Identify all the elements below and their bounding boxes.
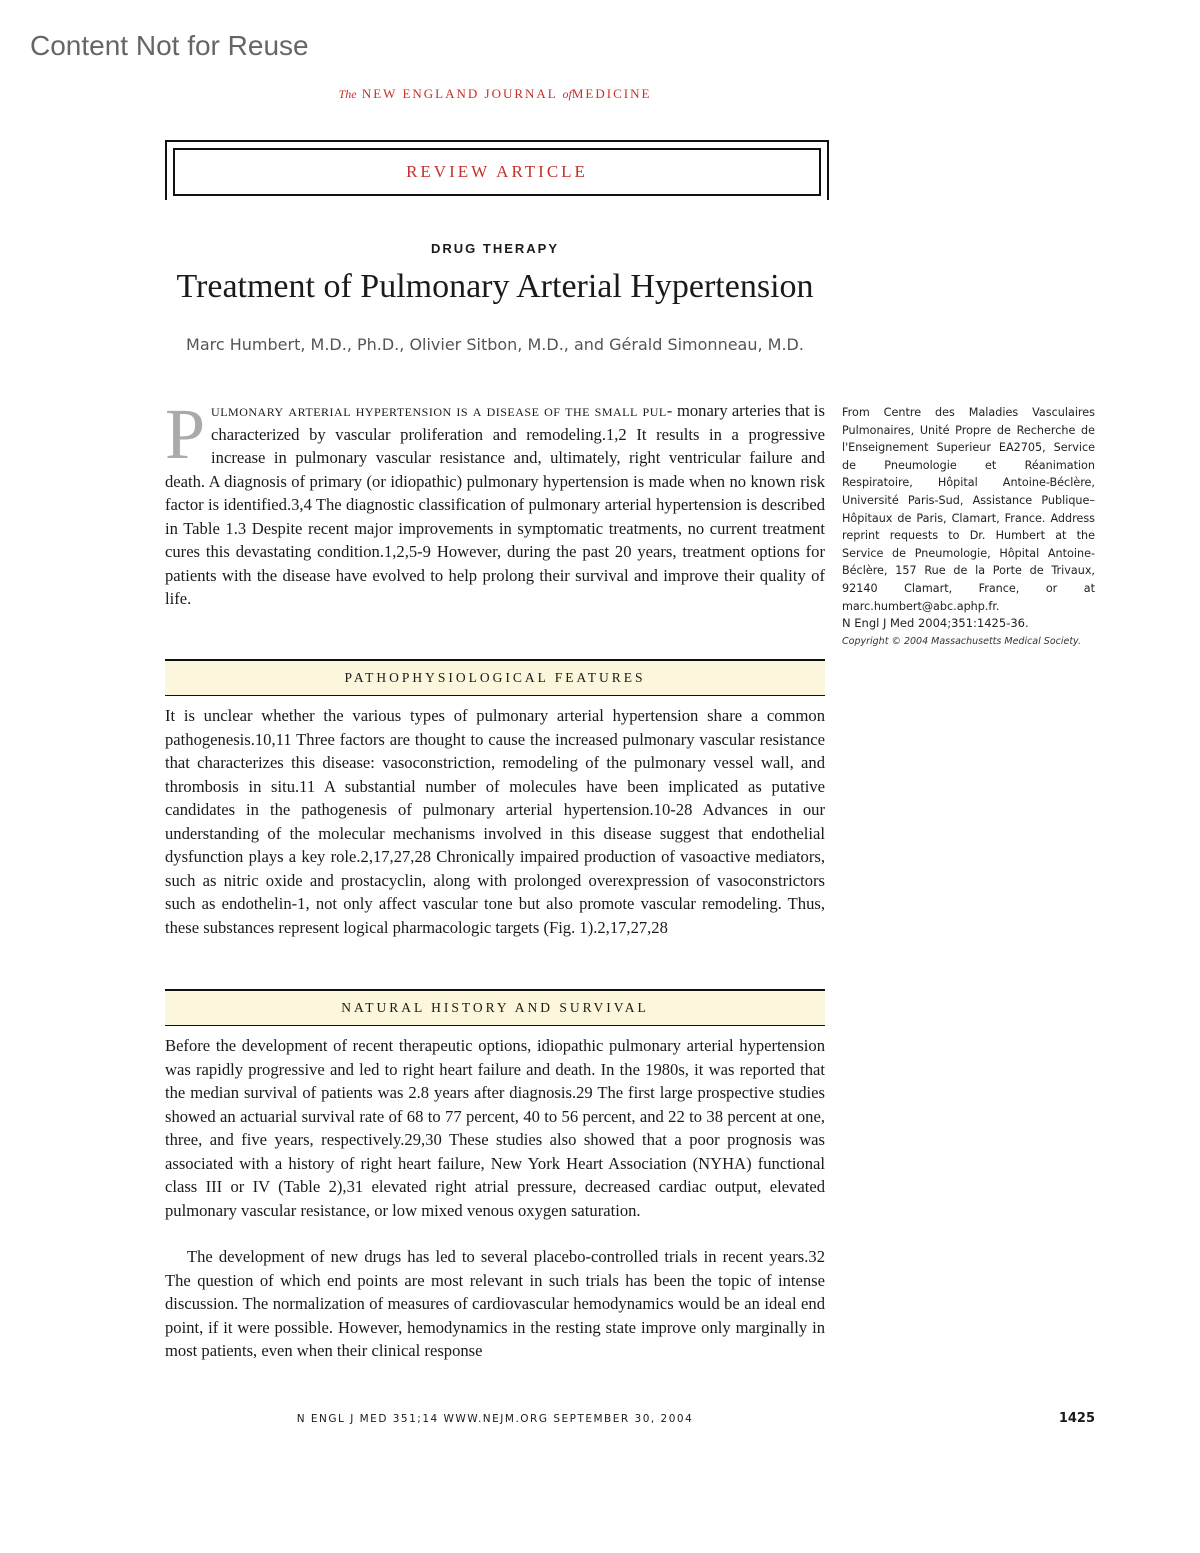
citation: N Engl J Med 2004;351:1425-36. bbox=[842, 616, 1029, 630]
section-heading-label: NATURAL HISTORY AND SURVIVAL bbox=[341, 1000, 649, 1015]
review-article-label: REVIEW ARTICLE bbox=[406, 162, 588, 181]
article-title: Treatment of Pulmonary Arterial Hypertension bbox=[176, 268, 814, 305]
page-footer: N ENGL J MED 351;14 WWW.NEJM.ORG SEPTEMBER 30, 2004 bbox=[296, 1413, 694, 1425]
section-heading-pathophysiology bbox=[165, 659, 825, 696]
journal-the: The bbox=[338, 87, 357, 101]
journal-name: NEW ENGLAND JOURNAL bbox=[361, 86, 558, 101]
section-label: DRUG THERAPY bbox=[430, 241, 559, 256]
section-heading-natural-history bbox=[165, 989, 825, 1026]
author-list: Marc Humbert, M.D., Ph.D., Olivier Sitbon, M.D., and Gérald Simonneau, M.D. bbox=[186, 335, 804, 354]
review-article-banner bbox=[165, 140, 829, 200]
natural-history-paragraph-1: Before the development of recent therapeutic options, idiopathic pulmonary arterial hypertension was rapidly progressive and led to right heart failure and death. In the 1980s, it was reported that the median survival of patients was 2.8 years after diagnosis.29 The first large prospective studies showed an actuarial survival rate of 68 to 77 percent, 40 to 56 percent, and 22 to 38 percent at one, three, and five years, respectively.29,30 These studies also showed that a poor prognosis was associated with a history of right heart failure, New York Heart Association (NYHA) functional class III or IV (Table 2),31 elevated right atrial pressure, decreased cardiac output, elevated pulmonary vascular resistance, or low mixed venous oxygen saturation. bbox=[165, 1036, 825, 1220]
author-affiliation: From Centre des Maladies Vasculaires Pulmonaires, Unité Propre de Recherche de l'Enseignement Superieur EA2705, Service de Pneumologie et Réanimation Respiratoire, Hôpital Antoine-Béclère, Université Paris-Sud, Assistance Publique–Hôpitaux de Paris, Clamart, France. Address reprint requests to Dr. Humbert at the Service de Pneumologie, Hôpital Antoine-Béclère, 157 Rue de la Porte de Trivaux, 92140 Clamart, France, or at marc.humbert@abc.aphp.fr. bbox=[842, 406, 1095, 613]
page-number: 1425 bbox=[1058, 1411, 1095, 1426]
journal-header bbox=[0, 86, 990, 102]
intro-paragraph bbox=[165, 394, 825, 611]
watermark: Content Not for Reuse bbox=[30, 30, 309, 61]
drop-cap: P bbox=[165, 394, 206, 474]
section-heading-label: PATHOPHYSIOLOGICAL FEATURES bbox=[344, 670, 646, 685]
pathophysiology-paragraph: It is unclear whether the various types of pulmonary arterial hypertension share a common pathogenesis.10,11 Three factors are thought to cause the increased pulmonary vascular resistance that characterizes this disease: vasoconstriction, remodeling of the pulmonary vessel wall, and thrombosis in situ.11 A substantial number of molecules have been implicated as putative candidates in the pathogenesis of pulmonary arterial hypertension.10-28 Advances in our understanding of the molecular mechanisms involved in this disease suggest that endothelial dysfunction plays a key role.2,17,27,28 Chronically impaired production of vasoactive mediators, such as nitric oxide and prostacyclin, along with prolonged overexpression of vasoconstrictors such as endothelin-1, not only affect vascular tone but also promote vascular remodeling. Thus, these substances represent logical pharmacologic targets (Fig. 1).2,17,27,28 bbox=[165, 706, 825, 937]
copyright-notice: Copyright © 2004 Massachusetts Medical Society. bbox=[842, 636, 1081, 647]
intro-lead-in: ulmonary arterial hypertension is a disease of the small pul- bbox=[211, 401, 673, 420]
review-article-box bbox=[173, 148, 821, 196]
intro-text: monary arteries that is characterized by vascular proliferation and remodeling.1,2 It results in a progressive increase in pulmonary vascular resistance and, ultimately, right ventricular failure and death. A diagnosis of primary (or idiopathic) pulmonary hypertension is made when no known risk factor is identified.3,4 The diagnostic classification of pulmonary arterial hypertension is described in Table 1.3 Despite recent major improvements in symptomatic treatments, no current treatment cures this devastating condition.1,2,5-9 However, during the past 20 years, treatment options for patients with the disease have evolved to help prolong their survival and improve their quality of life. bbox=[165, 401, 825, 608]
natural-history-paragraph-2: The development of new drugs has led to several placebo-controlled trials in recent years.32 The question of which end points are most relevant in such trials has been the topic of intense discussion. The normalization of measures of cardiovascular hemodynamics would be an ideal end point, if it were possible. However, hemodynamics in the resting state improve only marginally in most patients, even when their clinical response bbox=[165, 1247, 825, 1360]
journal-medicine: MEDICINE bbox=[571, 86, 652, 101]
journal-of: of bbox=[562, 87, 572, 101]
